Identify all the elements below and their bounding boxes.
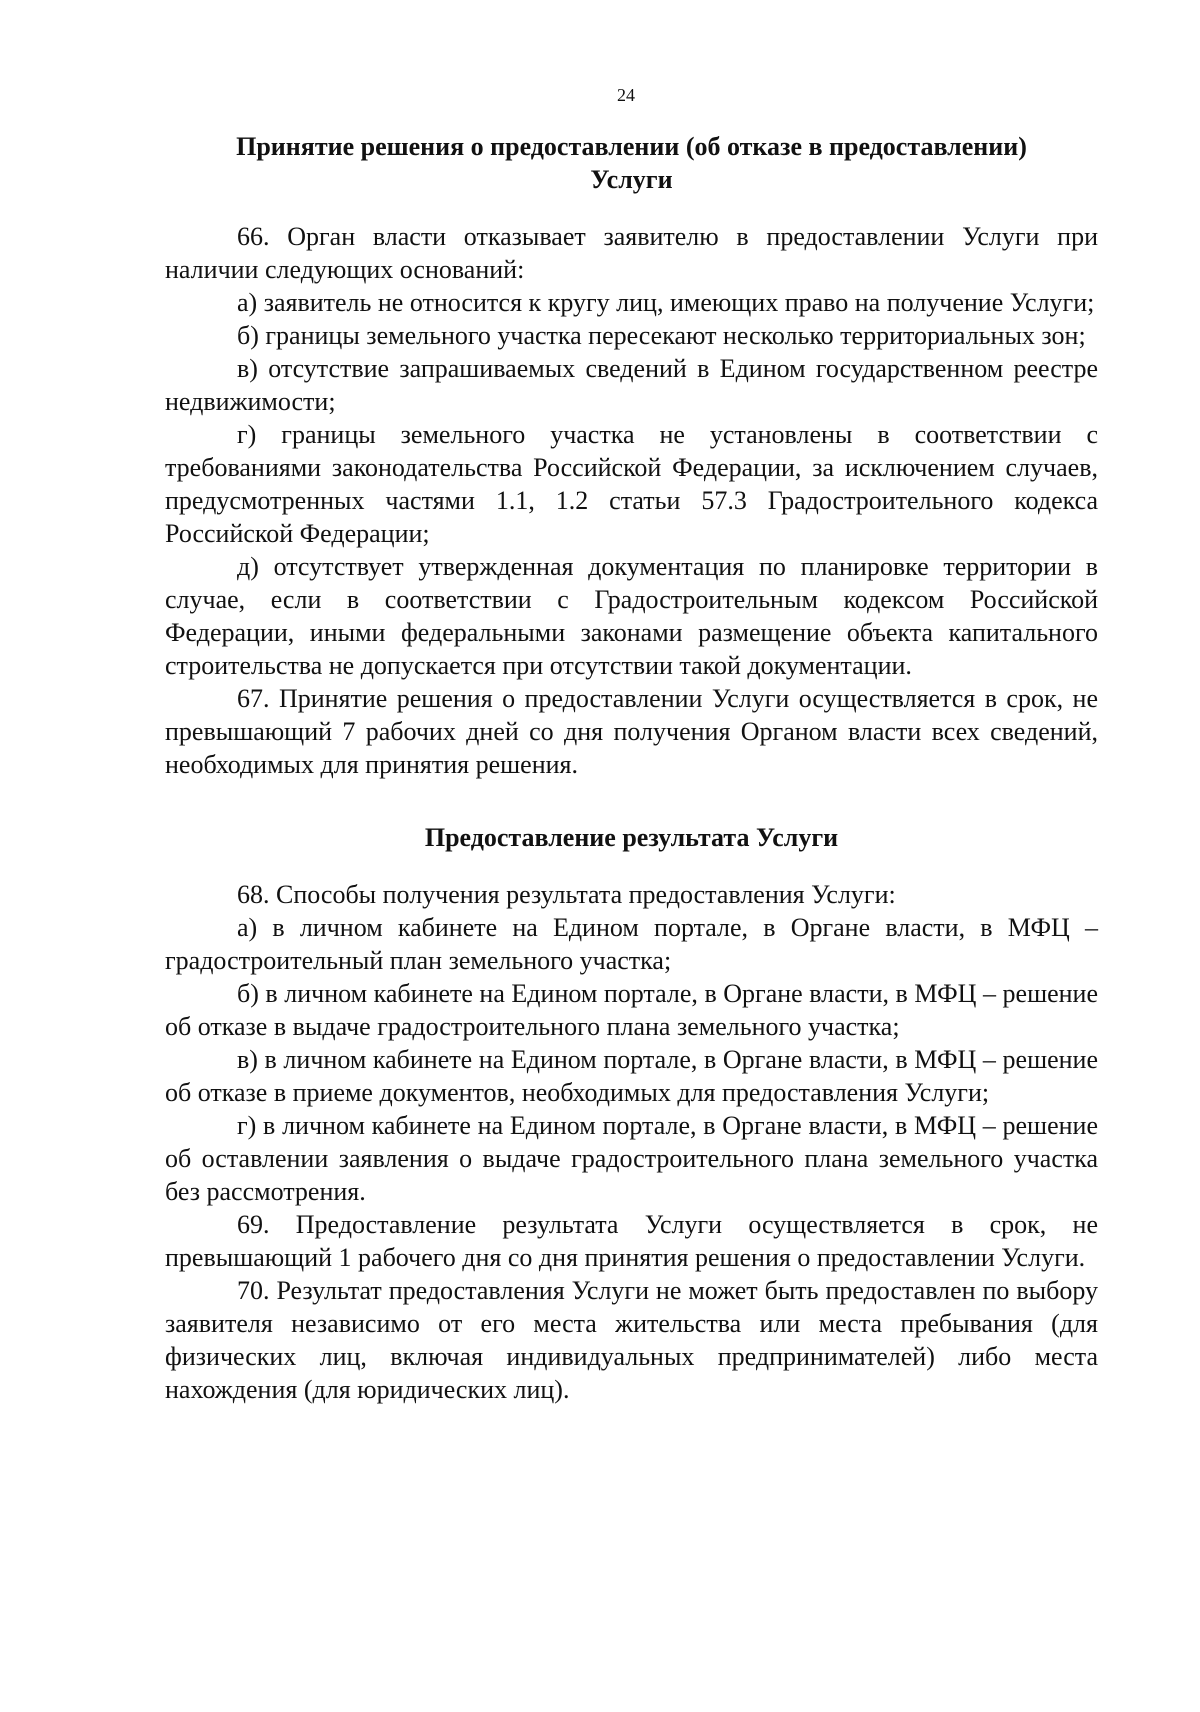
section-title-decision-line1: Принятие решения о предоставлении (об отказе в предоставлении) xyxy=(236,132,1027,161)
paragraph-66-g: г) границы земельного участка не установлены в соответствии с требованиями законодательства Российской Федерации, за исключением случаев, предусмотренных частями 1.1, 1.2 статьи 57.3 Градостроительного кодекса Российской Федерации; xyxy=(165,420,1098,548)
paragraph-66-v: в) отсутствие запрашиваемых сведений в Едином государственном реестре недвижимости; xyxy=(165,354,1098,416)
paragraph-68-b: б) в личном кабинете на Едином портале, в Органе власти, в МФЦ – решение об отказе в выдаче градостроительного плана земельного участка; xyxy=(165,979,1098,1041)
paragraph-66-a: а) заявитель не относится к кругу лиц, имеющих право на получение Услуги; xyxy=(237,288,1095,317)
page-number: 24 xyxy=(617,85,635,105)
paragraph-66: 66. Орган власти отказывает заявителю в предоставлении Услуги при наличии следующих оснований: xyxy=(165,222,1098,284)
document-body xyxy=(165,130,1098,1406)
paragraph-66-d: д) отсутствует утвержденная документация по планировке территории в случае, если в соответствии с Градостроительным кодексом Российской Федерации, иными федеральными законами размещение объекта капитального строительства не допускается при отсутствии такой документации. xyxy=(165,552,1098,680)
paragraph-68-g: г) в личном кабинете на Едином портале, в Органе власти, в МФЦ – решение об оставлении заявления о выдаче градостроительного плана земельного участка без рассмотрения. xyxy=(165,1111,1098,1206)
paragraph-68-v: в) в личном кабинете на Едином портале, в Органе власти, в МФЦ – решение об отказе в приеме документов, необходимых для предоставления Услуги; xyxy=(165,1045,1098,1107)
paragraph-67: 67. Принятие решения о предоставлении Услуги осуществляется в срок, не превышающий 7 рабочих дней со дня получения Органом власти всех сведений, необходимых для принятия решения. xyxy=(165,684,1098,779)
paragraph-66-b: б) границы земельного участка пересекают несколько территориальных зон; xyxy=(237,321,1086,350)
section-title-result: Предоставление результата Услуги xyxy=(424,823,839,852)
paragraph-68: 68. Способы получения результата предоставления Услуги: xyxy=(237,880,896,909)
section-title-decision-line2: Услуги xyxy=(590,165,673,194)
section-title-decision xyxy=(165,130,1098,196)
paragraph-70: 70. Результат предоставления Услуги не может быть предоставлен по выбору заявителя независимо от его места жительства или места пребывания (для физических лиц, включая индивидуальных предпринимателей) либо места нахождения (для юридических лиц). xyxy=(165,1276,1098,1404)
paragraph-68-a: а) в личном кабинете на Едином портале, в Органе власти, в МФЦ – градостроительный план земельного участка; xyxy=(165,913,1098,975)
paragraph-69: 69. Предоставление результата Услуги осуществляется в срок, не превышающий 1 рабочего дня со дня принятия решения о предоставлении Услуги. xyxy=(165,1210,1098,1272)
